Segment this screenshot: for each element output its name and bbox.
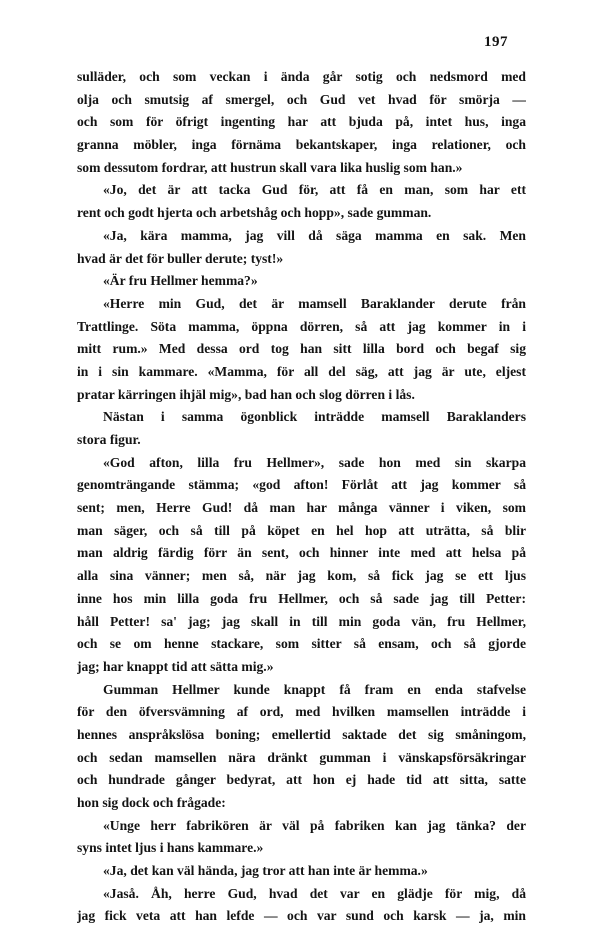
text-line: «Unge herr fabrikören är väl på fabriken kan jag tänka? der	[103, 817, 526, 833]
text-line: och hundrade gånger bedyrat, att hon ej hade tid att sitta, satte	[77, 772, 526, 788]
text-line: hon sig dock och frågade:	[77, 795, 226, 810]
text-line: Trattlinge. Söta mamma, öppna dörren, så att jag kommer in i	[77, 318, 526, 334]
text-line: och se om henne stackare, som sitter så ensam, och så gjorde	[77, 636, 526, 652]
text-line: pratar kärringen ihjäl mig», bad han och slog dörren i lås.	[77, 386, 415, 402]
text-line: «Jo, det är att tacka Gud för, att få en man, som har ett	[103, 182, 526, 198]
text-line: hennes anspråkslösa boning; emellertid saktade det sig småningom,	[77, 726, 526, 742]
text-line: jag fick veta att han lefde — och var sund och karsk — ja, min	[77, 908, 526, 924]
text-line: Nästan i samma ögonblick inträdde mamsell Baraklanders	[103, 409, 526, 425]
text-line: mitt rum.» Med dessa ord tog han sitt lilla bord och begaf sig	[77, 341, 526, 357]
text-line: sent; men, Herre Gud! då man har många vänner i viken, som	[77, 500, 526, 516]
text-line: inne hos min lilla goda fru Hellmer, och så sade jag till Petter:	[77, 590, 526, 606]
text-line: och sedan mamsellen nära dränkt gumman i vänskapsförsäkringar	[77, 749, 526, 765]
text-line: «Herre min Gud, det är mamsell Baraklander derute från	[103, 295, 526, 311]
text-line: Gumman Hellmer kunde knappt få fram en enda stafvelse	[103, 681, 526, 697]
text-line: olja och smutsig af smergel, och Gud vet hvad för smörja —	[77, 91, 526, 107]
page-number: 197	[484, 34, 508, 50]
text-line: genomträngande stämma; «god afton! Förlåt att jag kommer så	[77, 477, 526, 493]
text-line: rent och godt hjerta och arbetshåg och hopp», sade gumman.	[77, 205, 432, 221]
text-line: «Är fru Hellmer hemma?»	[103, 273, 258, 289]
text-line: syns intet ljus i hans kammare.»	[77, 840, 264, 856]
text-line: «Jaså. Åh, herre Gud, hvad det var en glädje för mig, då	[103, 885, 526, 901]
text-line: in i sin kammare. «Mamma, för all del säg, att jag är ute, eljest	[77, 363, 526, 379]
text-line: alla sina vänner; men så, när jag kom, så fick jag se ett ljus	[77, 568, 526, 584]
text-line: sulläder, och som veckan i ända går sotig och nedsmord med	[77, 69, 526, 84]
text-line: «God afton, lilla fru Hellmer», sade hon med sin skarpa	[103, 454, 526, 470]
text-line: och som för öfrigt ingenting har att bjuda på, intet hus, inga	[77, 114, 526, 130]
text-line: man säger, och så till på köpet en hel hop att uträtta, så blir	[77, 522, 526, 538]
text-line: stora figur.	[77, 432, 141, 447]
body-text	[77, 66, 526, 928]
text-line: hvad är det för buller derute; tyst!»	[77, 250, 284, 266]
text-line: jag; har knappt tid att sätta mig.»	[77, 658, 274, 674]
text-line: man aldrig färdig förr än sent, och hinner inte med att helsa på	[77, 545, 526, 561]
text-line: för den öfversvämning af ord, med hvilken mamsellen inträdde i	[77, 704, 526, 720]
text-line: håll Petter! sa' jag; jag skall in till min goda vän, fru Hellmer,	[77, 613, 526, 629]
text-line: som dessutom fordrar, att hustrun skall vara lika huslig som han.»	[77, 159, 463, 175]
text-line: «Ja, kära mamma, jag vill då säga mamma en sak. Men	[103, 227, 526, 243]
text-line: «Ja, det kan väl hända, jag tror att han inte är hemma.»	[103, 863, 428, 879]
text-line: granna möbler, inga förnäma bekantskaper, inga relationer, och	[77, 137, 526, 153]
